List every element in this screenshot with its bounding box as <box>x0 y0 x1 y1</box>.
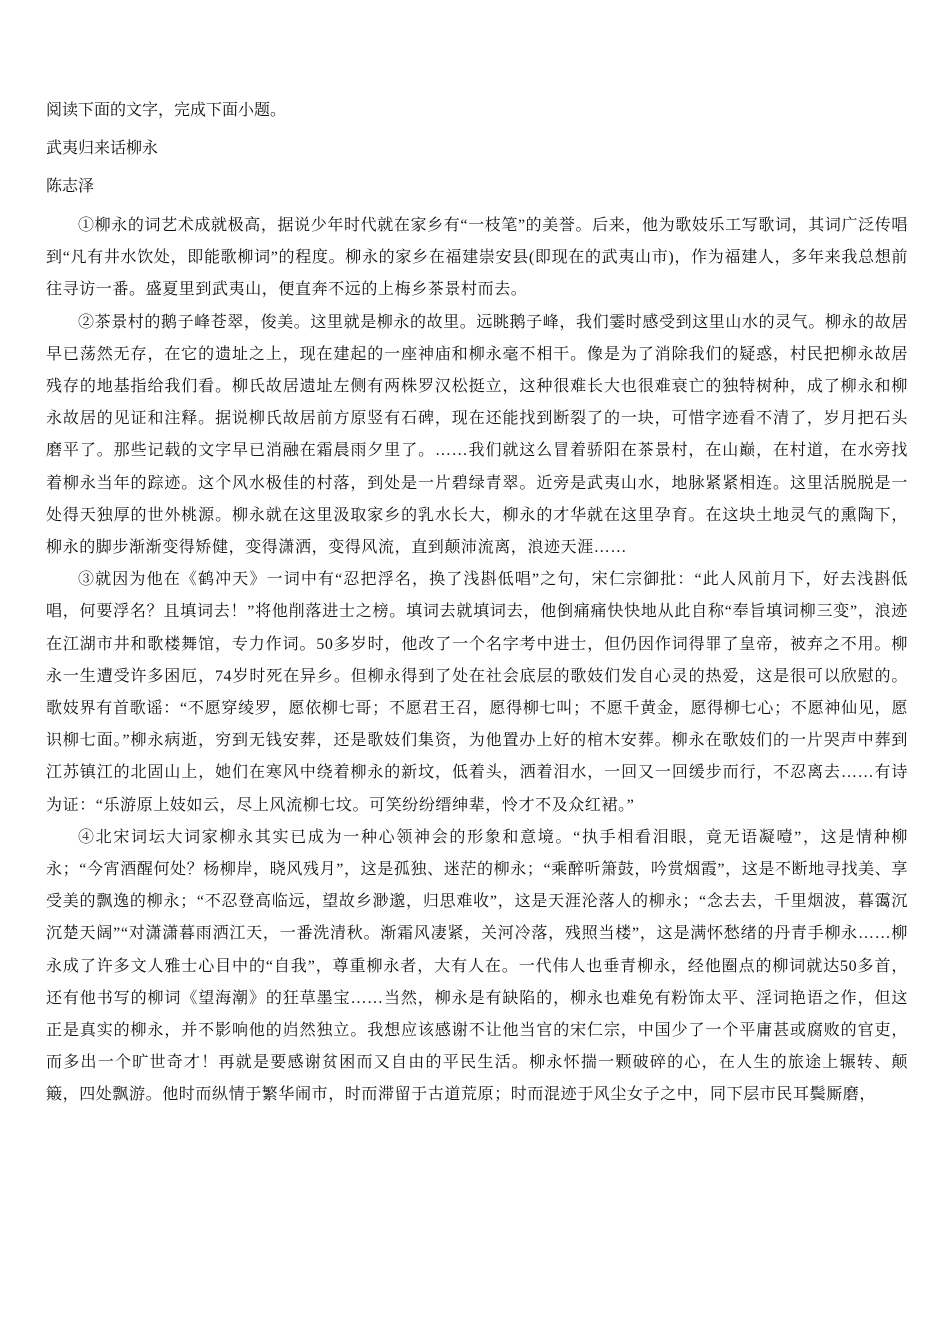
document-page <box>46 96 908 1112</box>
paragraph-1: ①柳永的词艺术成就极高，据说少年时代就在家乡有“一枝笔”的美誉。后来，他为歌妓乐工写歌词，其词广泛传唱到“凡有井水饮处，即能歌柳词”的程度。柳永的家乡在福建崇安县(即现在的武夷山市)，作为福建人，多年来我总想前往寻访一番。盛夏里到武夷山，便直奔不远的上梅乡茶景村而去。 <box>46 217 908 299</box>
paragraph-3: ③就因为他在《鹤冲天》一词中有“忍把浮名，换了浅斟低唱”之句，宋仁宗御批：“此人风前月下，好去浅斟低唱，何要浮名？且填词去！”将他削落进士之榜。填词去就填词去，他倒痛痛快快地从此自称“奉旨填词柳三变”，浪迹在江湖市井和歌楼舞馆，专力作词。50多岁时，他改了一个名字考中进士，但仍因作词得罪了皇帝，被弃之不用。柳永一生遭受许多困厄，74岁时死在异乡。但柳永得到了处在社会底层的歌妓们发自心灵的热爱，这是很可以欣慰的。歌妓界有首歌谣：“不愿穿绫罗，愿依柳七哥；不愿君王召，愿得柳七叫；不愿千黄金，愿得柳七心；不愿神仙见，愿识柳七面。”柳永病逝，穷到无钱安葬，还是歌妓们集资，为他置办上好的棺木安葬。柳永在歌妓们的一片哭声中葬到江苏镇江的北固山上，她们在寒风中绕着柳永的新坟，低着头，洒着泪水，一回又一回缓步而行，不忍离去……有诗为证：“乐游原上妓如云，尽上风流柳七坟。可笑纷纷缙绅辈，怜才不及众红裙。” <box>46 571 908 814</box>
article-title: 武夷归来话柳永 <box>46 140 159 157</box>
article-author: 陈志泽 <box>46 178 95 195</box>
paragraph-4: ④北宋词坛大词家柳永其实已成为一种心领神会的形象和意境。“执手相看泪眼，竟无语凝噎”，这是情种柳永；“今宵酒醒何处？杨柳岸，晓风残月”，这是孤独、迷茫的柳永；“乘醉听箫鼓，吟赏烟霞”，这是不断地寻找美、享受美的飘逸的柳永；“不忍登高临远，望故乡渺邈，归思难收”，这是天涯沦落人的柳永；“念去去，千里烟波，暮霭沉沉楚天阔”“对潇潇暮雨洒江天，一番洗清秋。渐霜风凄紧，关河冷落，残照当楼”，这是满怀愁绪的丹青手柳永……柳永成了许多文人雅士心目中的“自我”，尊重柳永者，大有人在。一代伟人也垂青柳永，经他圈点的柳词就达50多首，还有他书写的柳词《望海潮》的狂草墨宝……当然，柳永是有缺陷的，柳永也难免有粉饰太平、淫词艳语之作，但这正是真实的柳永，并不影响他的岿然独立。我想应该感谢不让他当官的宋仁宗，中国少了一个平庸甚或腐败的官吏，而多出一个旷世奇才！再就是要感谢贫困而又自由的平民生活。柳永怀揣一颗破碎的心，在人生的旅途上辗转、颠簸，四处飘游。他时而纵情于繁华闹市，时而滞留于古道荒原；时而混迹于风尘女子之中，同下层市民耳鬓厮磨， <box>46 828 908 1104</box>
reading-instruction: 阅读下面的文字，完成下面小题。 <box>46 102 287 119</box>
paragraph-2: ②茶景村的鹅子峰苍翠，俊美。这里就是柳永的故里。远眺鹅子峰，我们霎时感受到这里山水的灵气。柳永的故居早已荡然无存，在它的遗址之上，现在建起的一座神庙和柳永毫不相干。像是为了消除我们的疑惑，村民把柳永故居残存的地基指给我们看。柳氏故居遗址左侧有两株罗汉松挺立，这种很难长大也很难衰亡的独特树种，成了柳永和柳永故居的见证和注释。据说柳氏故居前方原竖有石碑，现在还能找到断裂了的一块，可惜字迹看不清了，岁月把石头磨平了。那些记载的文字早已消融在霜晨雨夕里了。……我们就这么冒着骄阳在茶景村，在山巅，在村道，在水旁找着柳永当年的踪迹。这个风水极佳的村落，到处是一片碧绿青翠。近旁是武夷山水，地脉紧紧相连。这里活脱脱是一处得天独厚的世外桃源。柳永就在这里汲取家乡的乳水长大，柳永的才华就在这里孕育。在这块土地灵气的熏陶下，柳永的脚步渐渐变得矫健，变得潇洒，变得风流，直到颠沛流离，浪迹天涯…… <box>46 313 909 557</box>
